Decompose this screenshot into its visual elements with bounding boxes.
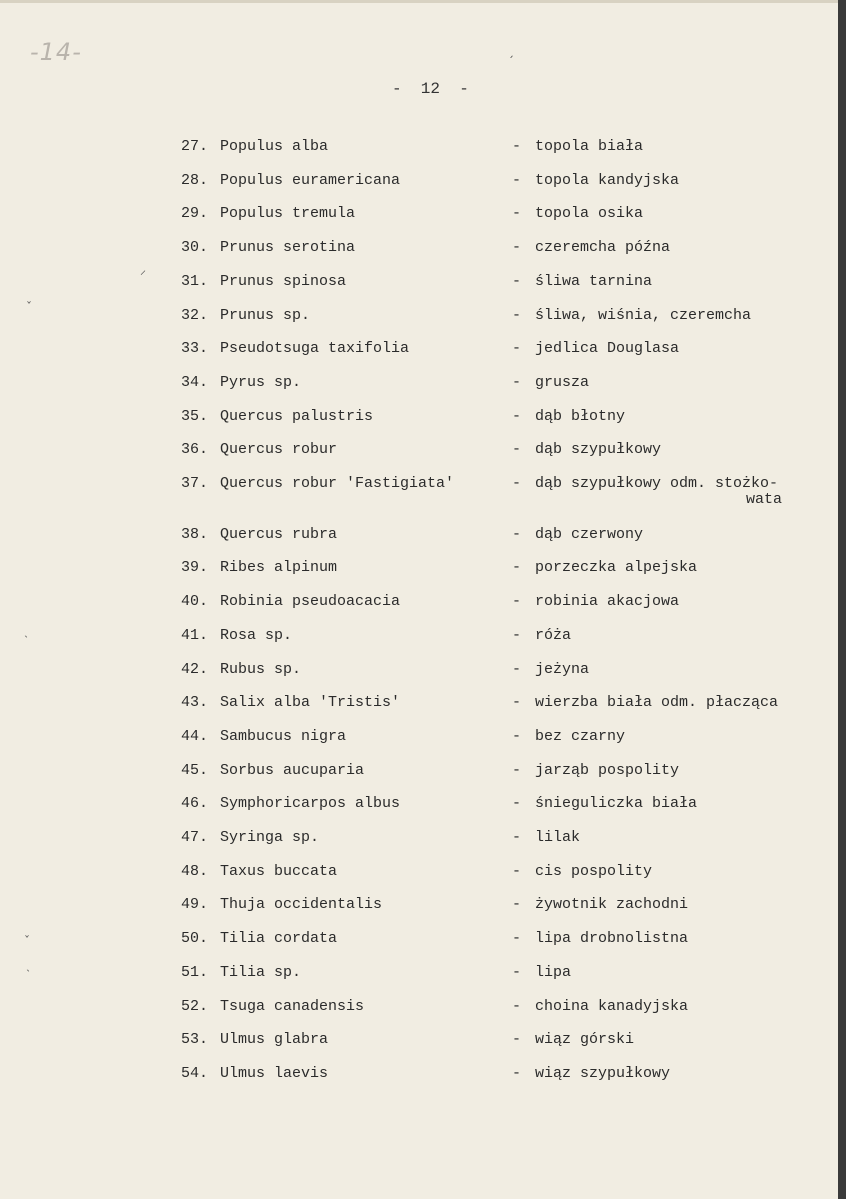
polish-name: róża — [535, 626, 572, 644]
polish-name: dąb szypułkowy odm. stożko- — [535, 475, 779, 492]
list-item — [0, 475, 838, 508]
polish-name: robinia akacjowa — [535, 593, 680, 611]
polish-name: topola biała — [535, 138, 644, 155]
polish-name: wiąz szypułkowy — [535, 1064, 671, 1082]
polish-name: grusza — [535, 373, 590, 391]
separator-dash: - — [512, 660, 522, 678]
latin-name: Ulmus glabra — [220, 1031, 329, 1049]
margin-mark: ˇ — [26, 300, 32, 314]
separator-dash: - — [512, 559, 522, 577]
list-item — [0, 1065, 838, 1085]
latin-name: Salix alba 'Tristis' — [220, 694, 401, 712]
separator-dash: - — [512, 727, 522, 745]
separator-dash: - — [512, 963, 522, 981]
separator-dash: - — [512, 761, 522, 779]
latin-name: Sambucus nigra — [220, 727, 347, 745]
list-item — [0, 694, 838, 714]
entry-number: 49. — [180, 896, 208, 914]
separator-dash: - — [512, 694, 522, 712]
list-item — [0, 964, 838, 984]
latin-name: Sorbus aucuparia — [220, 761, 365, 779]
separator-dash: - — [512, 997, 522, 1015]
entry-number: 54. — [180, 1064, 208, 1082]
entry-number: 47. — [180, 829, 208, 846]
latin-name: Quercus robur — [220, 441, 338, 459]
latin-name: Pseudotsuga taxifolia — [220, 340, 410, 358]
polish-name: śnieguliczka biała — [535, 795, 698, 813]
separator-dash: - — [512, 407, 522, 425]
entry-number: 40. — [180, 593, 208, 611]
entry-number: 30. — [180, 239, 208, 257]
entry-number: 51. — [180, 963, 208, 981]
entry-number: 43. — [180, 694, 208, 712]
list-item — [0, 205, 838, 225]
latin-name: Quercus robur 'Fastigiata' — [220, 475, 455, 492]
list-item — [0, 408, 838, 428]
latin-name: Thuja occidentalis — [220, 896, 383, 914]
list-item — [0, 172, 838, 192]
scan-border — [838, 0, 846, 1199]
polish-name-continuation: wata — [746, 491, 783, 508]
polish-name: śliwa, wiśnia, czeremcha — [535, 306, 752, 324]
entry-number: 31. — [180, 272, 208, 290]
polish-name: porzeczka alpejska — [535, 559, 698, 577]
list-item — [0, 239, 838, 259]
polish-name: dąb szypułkowy — [535, 441, 662, 459]
separator-dash: - — [512, 1064, 522, 1082]
latin-name: Populus tremula — [220, 205, 356, 223]
separator-dash: - — [512, 475, 522, 492]
latin-name: Taxus buccata — [220, 862, 338, 880]
latin-name: Quercus palustris — [220, 407, 374, 425]
polish-name: jeżyna — [535, 660, 590, 678]
entry-number: 41. — [180, 626, 208, 644]
polish-name: topola osika — [535, 205, 644, 223]
polish-name: lilak — [535, 829, 581, 846]
latin-name: Ribes alpinum — [220, 559, 338, 577]
list-item — [0, 1031, 838, 1051]
list-item — [0, 829, 838, 849]
entry-number: 28. — [180, 171, 208, 189]
polish-name: wierzba biała odm. płacząca — [535, 694, 779, 712]
list-item — [0, 307, 838, 327]
entry-number: 35. — [180, 407, 208, 425]
margin-mark: ˴ — [26, 962, 30, 976]
page-top-edge — [0, 0, 846, 3]
latin-name: Quercus rubra — [220, 525, 338, 543]
separator-dash: - — [512, 441, 522, 459]
latin-name: Populus alba — [220, 138, 329, 155]
entry-number: 27. — [180, 138, 208, 155]
polish-name: śliwa tarnina — [535, 272, 653, 290]
list-item — [0, 627, 838, 647]
latin-name: Prunus spinosa — [220, 272, 347, 290]
latin-name: Tilia cordata — [220, 930, 338, 948]
separator-dash: - — [512, 205, 522, 223]
polish-name: lipa — [535, 963, 572, 981]
separator-dash: - — [512, 593, 522, 611]
entry-number: 29. — [180, 205, 208, 223]
polish-name: czeremcha późna — [535, 239, 671, 257]
latin-name: Robinia pseudoacacia — [220, 593, 401, 611]
latin-name: Populus euramericana — [220, 171, 401, 189]
separator-dash: - — [512, 525, 522, 543]
latin-name: Tilia sp. — [220, 963, 302, 981]
separator-dash: - — [512, 896, 522, 914]
separator-dash: - — [512, 1031, 522, 1049]
polish-name: jarząb pospolity — [535, 761, 680, 779]
entry-number: 38. — [180, 525, 208, 543]
list-item — [0, 795, 838, 815]
entry-number: 42. — [180, 660, 208, 678]
separator-dash: - — [512, 272, 522, 290]
latin-name: Pyrus sp. — [220, 373, 302, 391]
list-item — [0, 998, 838, 1018]
list-item — [0, 526, 838, 546]
margin-mark: ˴ — [24, 628, 28, 642]
list-item — [0, 559, 838, 579]
latin-name: Ulmus laevis — [220, 1064, 329, 1082]
margin-mark: ˇ — [24, 934, 30, 948]
polish-name: żywotnik zachodni — [535, 896, 689, 914]
polish-name: dąb czerwony — [535, 525, 644, 543]
polish-name: topola kandyjska — [535, 171, 680, 189]
latin-name: Symphoricarpos albus — [220, 795, 401, 813]
separator-dash: - — [512, 373, 522, 391]
entry-number: 48. — [180, 862, 208, 880]
polish-name: bez czarny — [535, 727, 626, 745]
separator-dash: - — [512, 930, 522, 948]
latin-name: Tsuga canadensis — [220, 997, 365, 1015]
latin-name: Rubus sp. — [220, 660, 302, 678]
entry-number: 53. — [180, 1031, 208, 1049]
list-item — [0, 138, 838, 158]
latin-name: Prunus sp. — [220, 306, 311, 324]
separator-dash: - — [512, 829, 522, 846]
list-item — [0, 593, 838, 613]
list-item — [0, 273, 838, 293]
polish-name: lipa drobnolistna — [535, 930, 689, 948]
entry-number: 36. — [180, 441, 208, 459]
entry-number: 33. — [180, 340, 208, 358]
separator-dash: - — [512, 306, 522, 324]
separator-dash: - — [512, 138, 522, 155]
entry-number: 45. — [180, 761, 208, 779]
list-item — [0, 896, 838, 916]
polish-name: wiąz górski — [535, 1031, 635, 1049]
latin-name: Rosa sp. — [220, 626, 293, 644]
entry-number: 50. — [180, 930, 208, 948]
separator-dash: - — [512, 626, 522, 644]
list-item — [0, 661, 838, 681]
list-item — [0, 863, 838, 883]
page-number: - 12 - — [392, 80, 469, 98]
latin-name: Prunus serotina — [220, 239, 356, 257]
margin-mark: ˏ — [508, 44, 514, 58]
polish-name: dąb błotny — [535, 407, 626, 425]
entry-number: 52. — [180, 997, 208, 1015]
entry-number: 34. — [180, 373, 208, 391]
list-item — [0, 930, 838, 950]
entry-number: 32. — [180, 306, 208, 324]
margin-mark: ⸍ — [140, 268, 147, 282]
separator-dash: - — [512, 171, 522, 189]
separator-dash: - — [512, 795, 522, 813]
list-item — [0, 762, 838, 782]
entry-number: 46. — [180, 795, 208, 813]
separator-dash: - — [512, 239, 522, 257]
polish-name: jedlica Douglasa — [535, 340, 680, 358]
polish-name: choina kanadyjska — [535, 997, 689, 1015]
list-item — [0, 728, 838, 748]
list-item — [0, 441, 838, 461]
entry-number: 44. — [180, 727, 208, 745]
list-item — [0, 374, 838, 394]
polish-name: cis pospolity — [535, 862, 653, 880]
entry-number: 37. — [180, 475, 208, 492]
separator-dash: - — [512, 340, 522, 358]
list-item — [0, 340, 838, 360]
entry-number: 39. — [180, 559, 208, 577]
latin-name: Syringa sp. — [220, 829, 320, 846]
separator-dash: - — [512, 862, 522, 880]
pencil-page-note: -14- — [30, 38, 82, 66]
